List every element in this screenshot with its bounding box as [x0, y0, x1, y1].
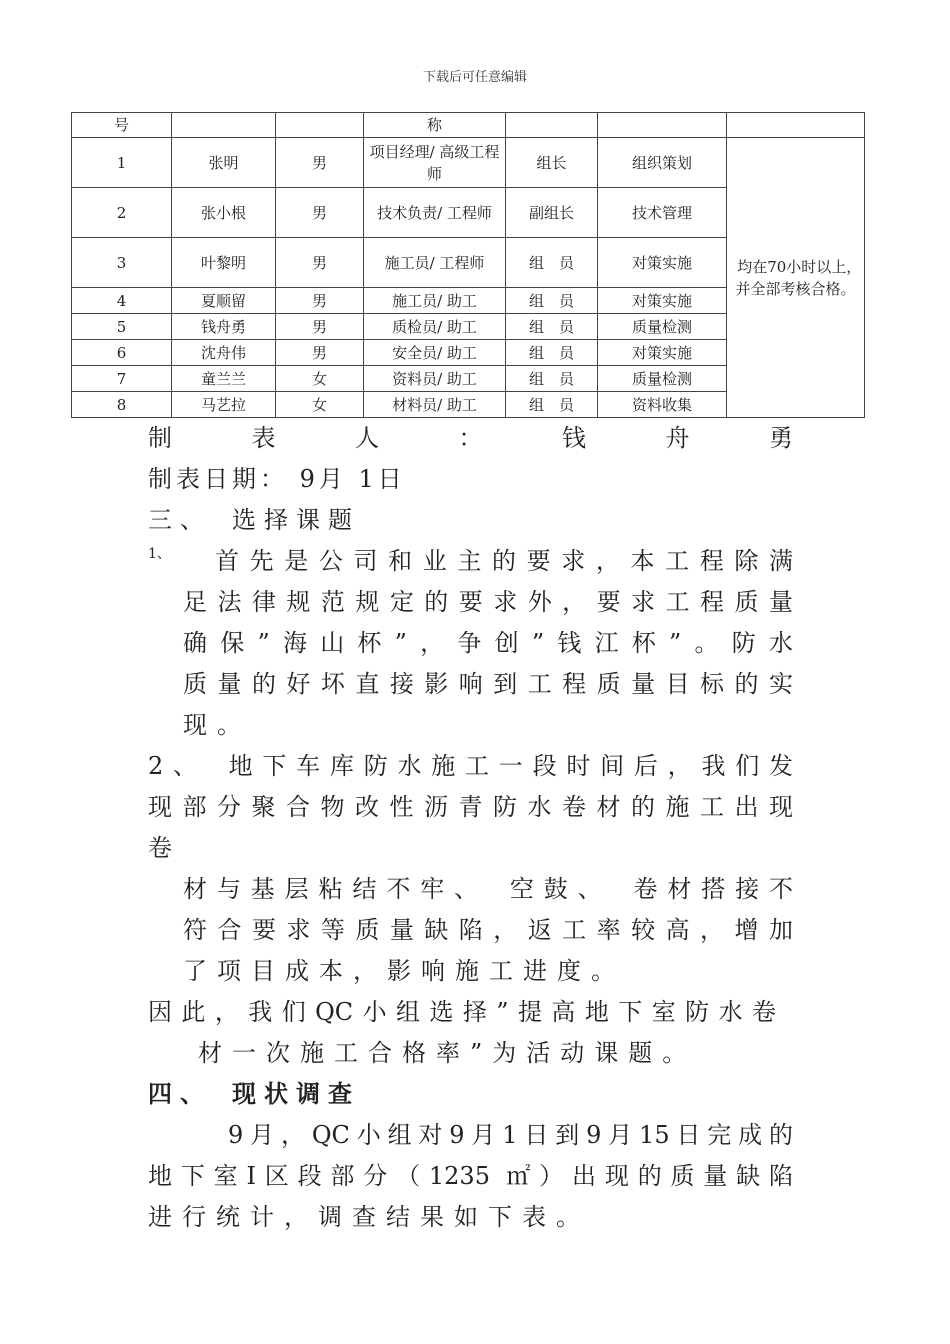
p3-line: 因此，我们QC小组选择”提高地下室防水卷	[148, 998, 776, 1026]
p2b-line: 符合要求等质量缺陷，返工率较高，增加	[183, 916, 793, 944]
p2b-line: 材与基层粘结不牢、 空鼓、 卷材搭接不	[183, 875, 793, 903]
sig-char: 钱	[562, 424, 586, 452]
table-cell-duty: 质量检测	[598, 366, 727, 392]
table-cell-duty: 质量检测	[598, 314, 727, 340]
p1-line: 现。	[183, 711, 251, 739]
table-cell-duty: 对策实施	[598, 340, 727, 366]
table-cell-sex: 男	[276, 314, 364, 340]
table-cell-name: 沈舟伟	[172, 340, 276, 366]
table-cell-no: 2	[72, 188, 172, 238]
header-cell	[172, 113, 276, 138]
table-cell-title: 施工员/ 助工	[364, 288, 506, 314]
table-cell-role: 组长	[506, 138, 598, 188]
header-cell	[506, 113, 598, 138]
table-cell-title: 技术负责/ 工程师	[364, 188, 506, 238]
table-cell-name: 张小根	[172, 188, 276, 238]
table-cell-role: 副组长	[506, 188, 598, 238]
s4-line: 9月，QC小组对9月1日到9月15日完成的	[228, 1121, 793, 1149]
table-cell-sex: 女	[276, 366, 364, 392]
sig-char: 舟	[665, 424, 690, 452]
table-cell-sex: 男	[276, 340, 364, 366]
p2-line: 2、 地下车库防水施工一段时间后，我们发	[148, 752, 793, 780]
table-cell-title: 安全员/ 助工	[364, 340, 506, 366]
p1-line: 首先是公司和业主的要求，本工程除满	[215, 547, 793, 575]
date-line: 制表日期： 9月 1日	[148, 465, 406, 493]
table-cell-role: 组 员	[506, 288, 598, 314]
table-cell-title: 项目经理/ 高级工程师	[364, 138, 506, 188]
p3-line: 材一次施工合格率”为活动课题。	[198, 1039, 697, 1067]
table-cell-role: 组 员	[506, 340, 598, 366]
sig-char: 制	[148, 424, 172, 452]
table-cell-sex: 男	[276, 238, 364, 288]
header-cell	[598, 113, 727, 138]
table-cell-name: 童兰兰	[172, 366, 276, 392]
table-cell-no: 7	[72, 366, 172, 392]
table-cell-role: 组 员	[506, 314, 598, 340]
p1-line: 确保”海山杯”，争创”钱江杯”。防水	[183, 629, 793, 657]
s4-line: 进行统计，调查结果如下表。	[148, 1203, 590, 1231]
table-cell-sex: 男	[276, 188, 364, 238]
table-cell-title: 质检员/ 助工	[364, 314, 506, 340]
table-row	[72, 138, 865, 188]
p2-line: 卷	[148, 834, 172, 862]
table-header-row	[72, 113, 865, 138]
table-cell-role: 组 员	[506, 238, 598, 288]
table-cell-no: 5	[72, 314, 172, 340]
table-cell-title: 资料员/ 助工	[364, 366, 506, 392]
table-cell-title: 材料员/ 助工	[364, 392, 506, 418]
section4-heading: 四、 现状调查	[148, 1079, 360, 1108]
table-cell-duty: 对策实施	[598, 238, 727, 288]
sig-char: 表	[251, 424, 276, 452]
sig-char: 人	[355, 424, 379, 452]
table-cell-sex: 男	[276, 288, 364, 314]
table-cell-name: 钱舟勇	[172, 314, 276, 340]
signature-line	[148, 418, 793, 453]
p1-number: 1、	[148, 546, 171, 562]
header-cell: 称	[364, 113, 506, 138]
table-cell-sex: 女	[276, 392, 364, 418]
p1-line: 足法律规范规定的要求外，要求工程质量	[183, 588, 793, 616]
header-note: 下载后可任意编辑	[422, 70, 527, 85]
table-cell-no: 4	[72, 288, 172, 314]
table-cell-role: 组 员	[506, 392, 598, 418]
s4-line: 地下室Ⅰ区段部分（1235 ㎡）出现的质量缺陷	[148, 1162, 793, 1190]
qc-member-table	[71, 112, 869, 418]
table-cell-no: 8	[72, 392, 172, 418]
header-cell	[276, 113, 364, 138]
sig-char: 勇	[769, 424, 793, 452]
table-cell-name: 张明	[172, 138, 276, 188]
table-cell-no: 6	[72, 340, 172, 366]
table-cell-name: 马艺拉	[172, 392, 276, 418]
table-cell-title: 施工员/ 工程师	[364, 238, 506, 288]
table-cell-duty: 对策实施	[598, 288, 727, 314]
table-cell-name: 叶黎明	[172, 238, 276, 288]
section3-heading: 三、 选择课题	[148, 506, 360, 534]
table-cell-duty: 资料收集	[598, 392, 727, 418]
remark-cell: 均在70小时以上， 并全部考核合格。	[727, 138, 865, 418]
header-cell: 号	[72, 113, 172, 138]
table-cell-no: 1	[72, 138, 172, 188]
table-cell-name: 夏顺留	[172, 288, 276, 314]
table-cell-role: 组 员	[506, 366, 598, 392]
p2b-line: 了项目成本，影响施工进度。	[183, 957, 625, 985]
p2-line: 现部分聚合物改性沥青防水卷材的施工出现	[148, 793, 793, 821]
table-cell-duty: 技术管理	[598, 188, 727, 238]
table-cell-no: 3	[72, 238, 172, 288]
table-cell-sex: 男	[276, 138, 364, 188]
table-cell-duty: 组织策划	[598, 138, 727, 188]
header-cell	[727, 113, 865, 138]
p1-line: 质量的好坏直接影响到工程质量目标的实	[183, 670, 793, 698]
sig-char: ：	[458, 424, 483, 452]
